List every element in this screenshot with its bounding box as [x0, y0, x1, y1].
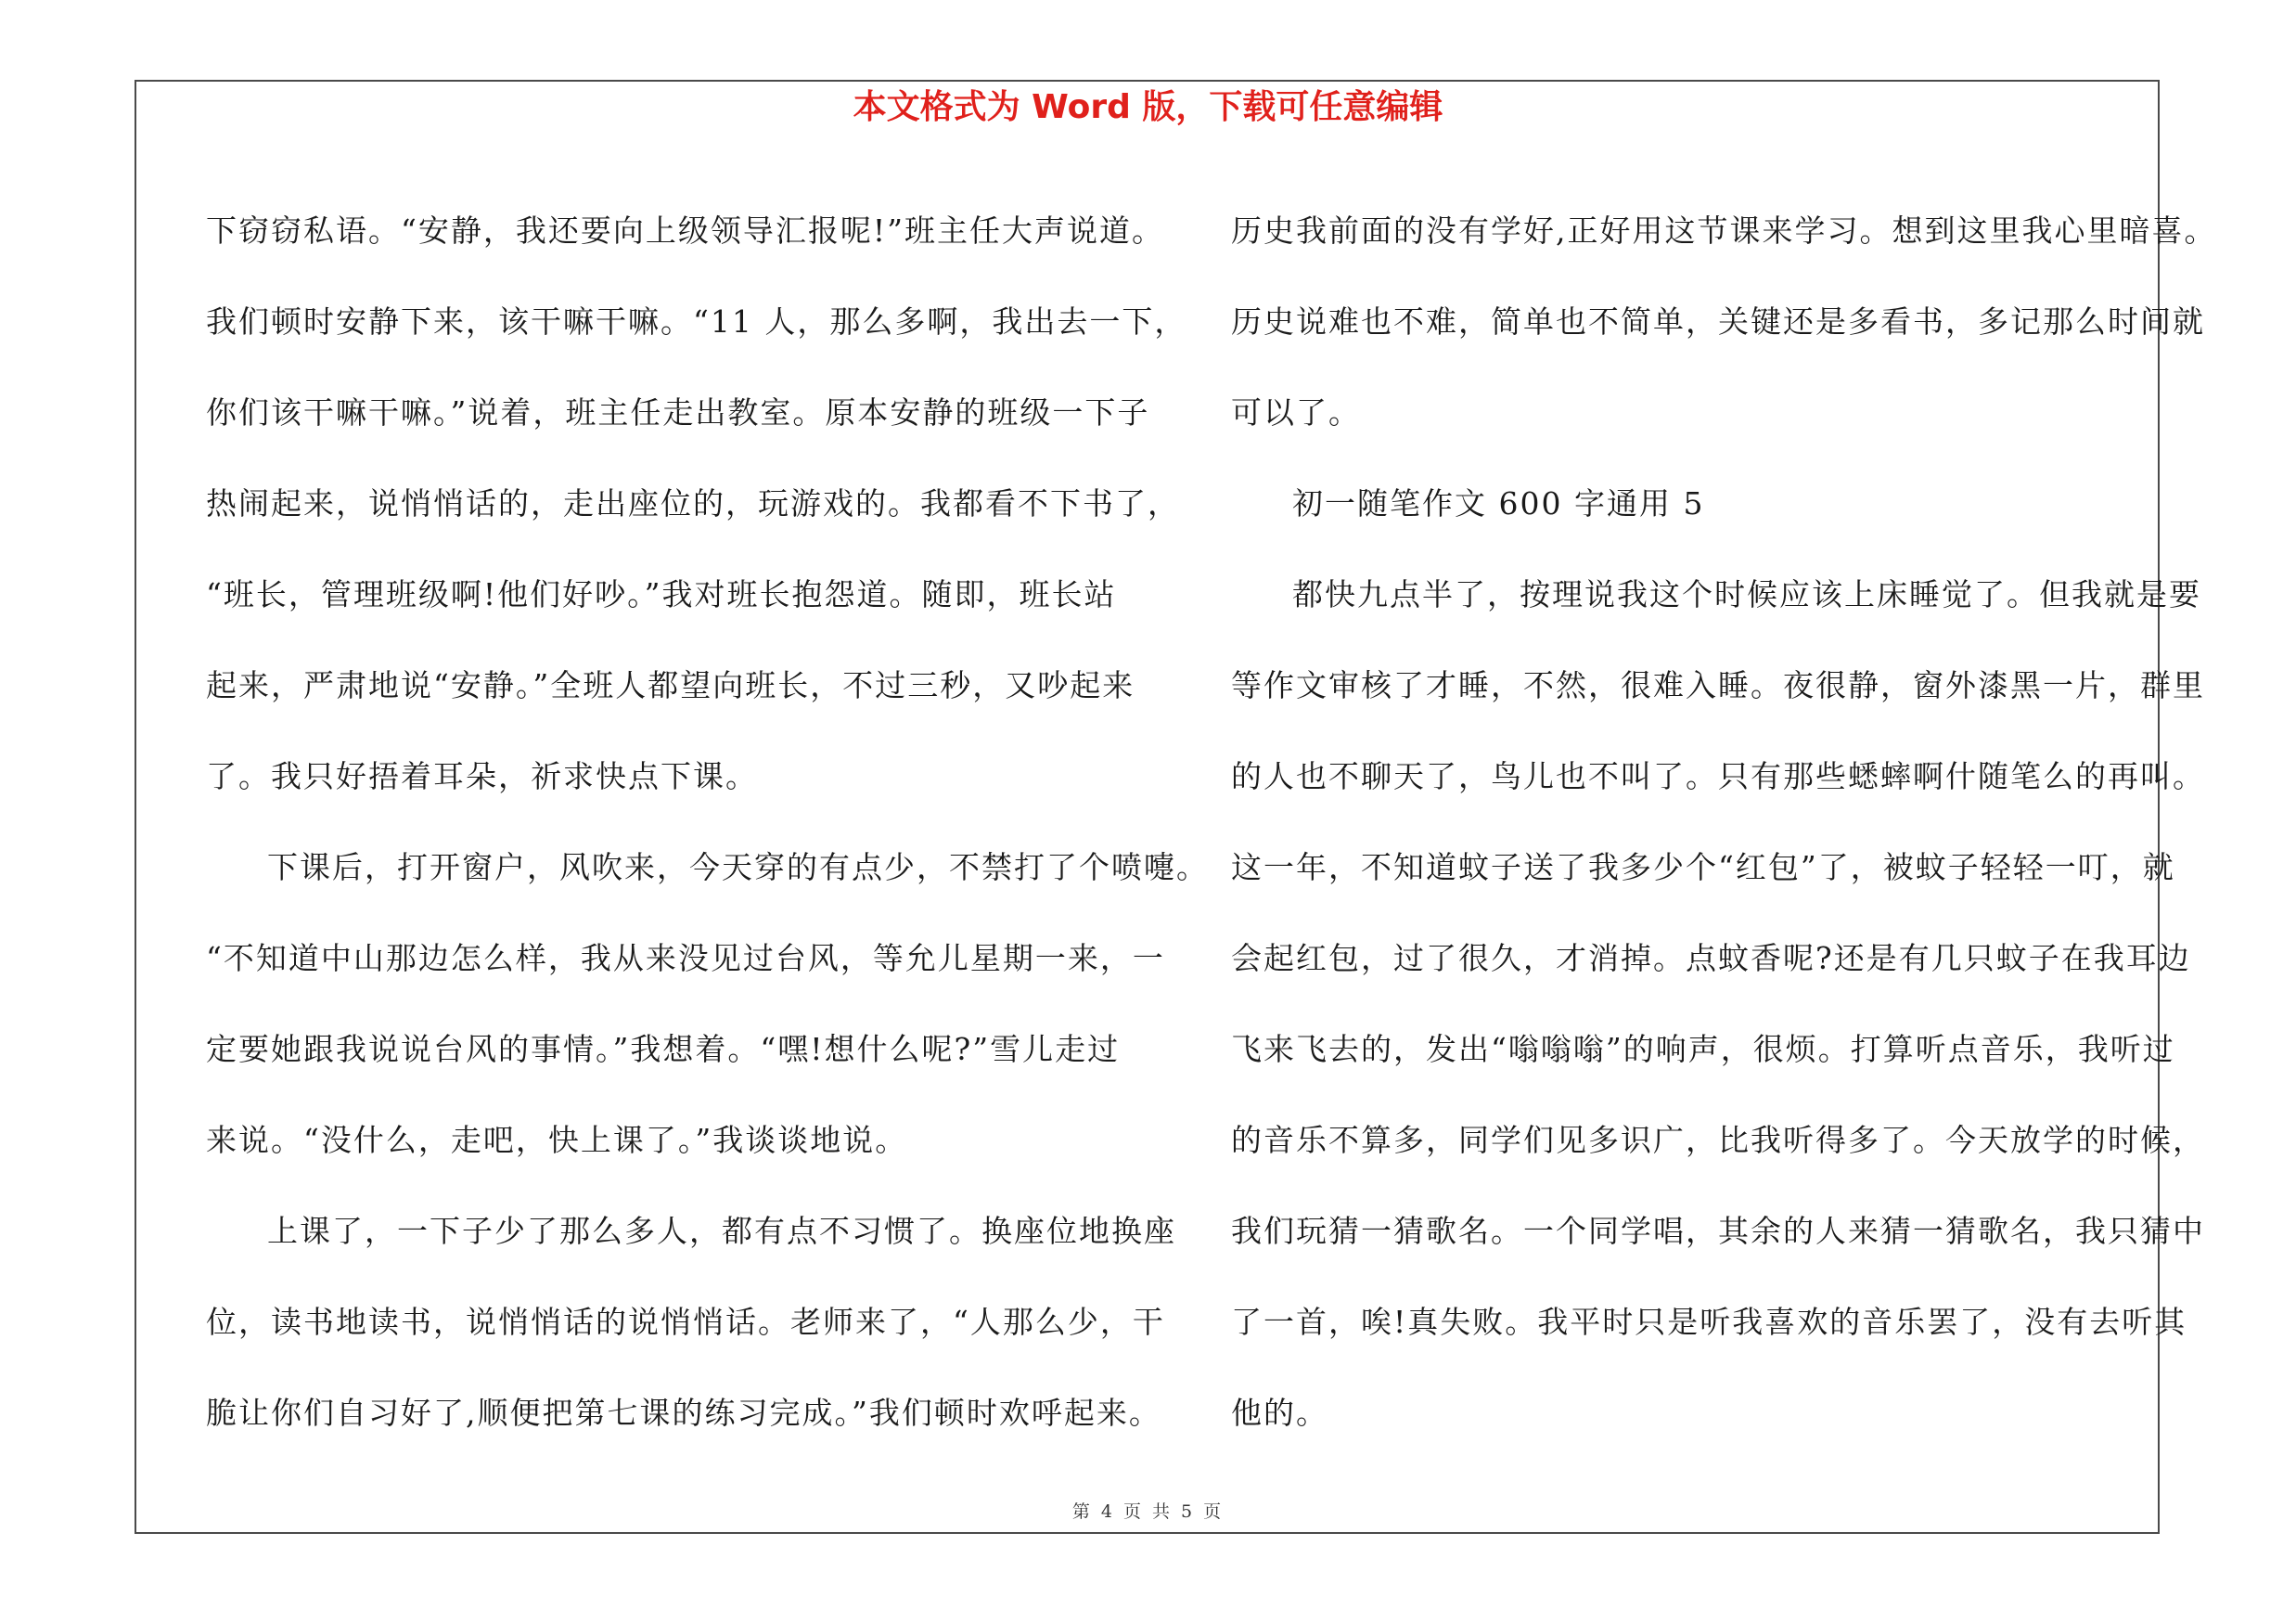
- page-number: 第 4 页 共 5 页: [1071, 1501, 1225, 1522]
- paragraph: [206, 822, 1209, 1186]
- text-line: 可以了。: [1231, 394, 1361, 431]
- text-line: 上课了，一下子少了那么多人，都有点不习惯了。换座位地换座: [267, 1213, 1176, 1249]
- text-line: 我们玩猜一猜歌名。一个同学唱，其余的人来猜一猜歌名，我只猜中: [1231, 1213, 2205, 1249]
- text-line: 下课后，打开窗户，风吹来，今天穿的有点少，不禁打了个喷嚏。: [267, 849, 1209, 885]
- paragraph: [1231, 549, 2233, 1459]
- text-line: 的人也不聊天了，鸟儿也不叫了。只有那些蟋蟀啊什随笔么的再叫。: [1231, 758, 2205, 794]
- text-line: 历史我前面的没有学好,正好用这节课来学习。想到这里我心里暗喜。: [1231, 213, 2217, 249]
- text-line: 这一年，不知道蚊子送了我多少个“红包”了，被蚊子轻轻一叮，就: [1231, 849, 2175, 885]
- text-line: 他的。: [1231, 1395, 1328, 1431]
- text-line: 脆让你们自习好了,顺便把第七课的练习完成。”我们顿时欢呼起来。: [206, 1395, 1161, 1431]
- text-line: 起来，严肃地说“安静。”全班人都望向班长，不过三秒，又吵起来: [206, 667, 1135, 703]
- text-line: 等作文审核了才睡，不然，很难入睡。夜很静，窗外漆黑一片，群里: [1231, 667, 2205, 703]
- text-line: 位，读书地读书，说悄悄话的说悄悄话。老师来了，“人那么少，干: [206, 1304, 1165, 1340]
- text-line: 会起红包，过了很久，才消掉。点蚊香呢?还是有几只蚊子在我耳边: [1231, 940, 2191, 976]
- right-text-column: [1231, 186, 2233, 1459]
- left-text-column: [206, 186, 1209, 1459]
- text-line: “班长，管理班级啊!他们好吵。”我对班长抱怨道。随即，班长站: [206, 576, 1117, 612]
- text-line: 了一首，唉!真失败。我平时只是听我喜欢的音乐罢了，没有去听其: [1231, 1304, 2187, 1340]
- text-line: 你们该干嘛干嘛。”说着，班主任走出教室。原本安静的班级一下子: [206, 394, 1150, 431]
- text-line: 飞来飞去的，发出“嗡嗡嗡”的响声，很烦。打算听点音乐，我听过: [1231, 1031, 2175, 1067]
- text-line: 都快九点半了，按理说我这个时候应该上床睡觉了。但我就是要: [1292, 576, 2201, 612]
- text-line: 来说。“没什么，走吧，快上课了。”我谈谈地说。: [206, 1122, 908, 1158]
- text-line: 的音乐不算多，同学们见多识广，比我听得多了。今天放学的时候，: [1231, 1122, 2205, 1158]
- text-line: 初一随笔作文 600 字通用 5: [1292, 485, 1705, 522]
- paragraph: [1231, 186, 2233, 458]
- text-line: 热闹起来，说悄悄话的，走出座位的，玩游戏的。我都看不下书了，: [206, 485, 1180, 522]
- text-line: “不知道中山那边怎么样，我从来没见过台风，等允儿星期一来，一: [206, 940, 1165, 976]
- paragraph: [206, 1186, 1199, 1459]
- section-heading: [1231, 458, 2233, 549]
- text-line: 定要她跟我说说台风的事情。”我想着。“嘿!想什么呢?”雪儿走过: [206, 1031, 1121, 1067]
- text-line: 下窃窃私语。“安静，我还要向上级领导汇报呢!”班主任大声说道。: [206, 213, 1165, 249]
- text-line: 历史说难也不难，简单也不简单，关键还是多看书，多记那么时间就: [1231, 303, 2205, 340]
- text-line: 了。我只好捂着耳朵，祈求快点下课。: [206, 758, 758, 794]
- paragraph: [206, 186, 1199, 822]
- text-line: 我们顿时安静下来，该干嘛干嘛。“11 人，那么多啊，我出去一下，: [206, 303, 1187, 340]
- format-notice-banner: 本文格式为 Word 版，下载可任意编辑: [853, 88, 1443, 126]
